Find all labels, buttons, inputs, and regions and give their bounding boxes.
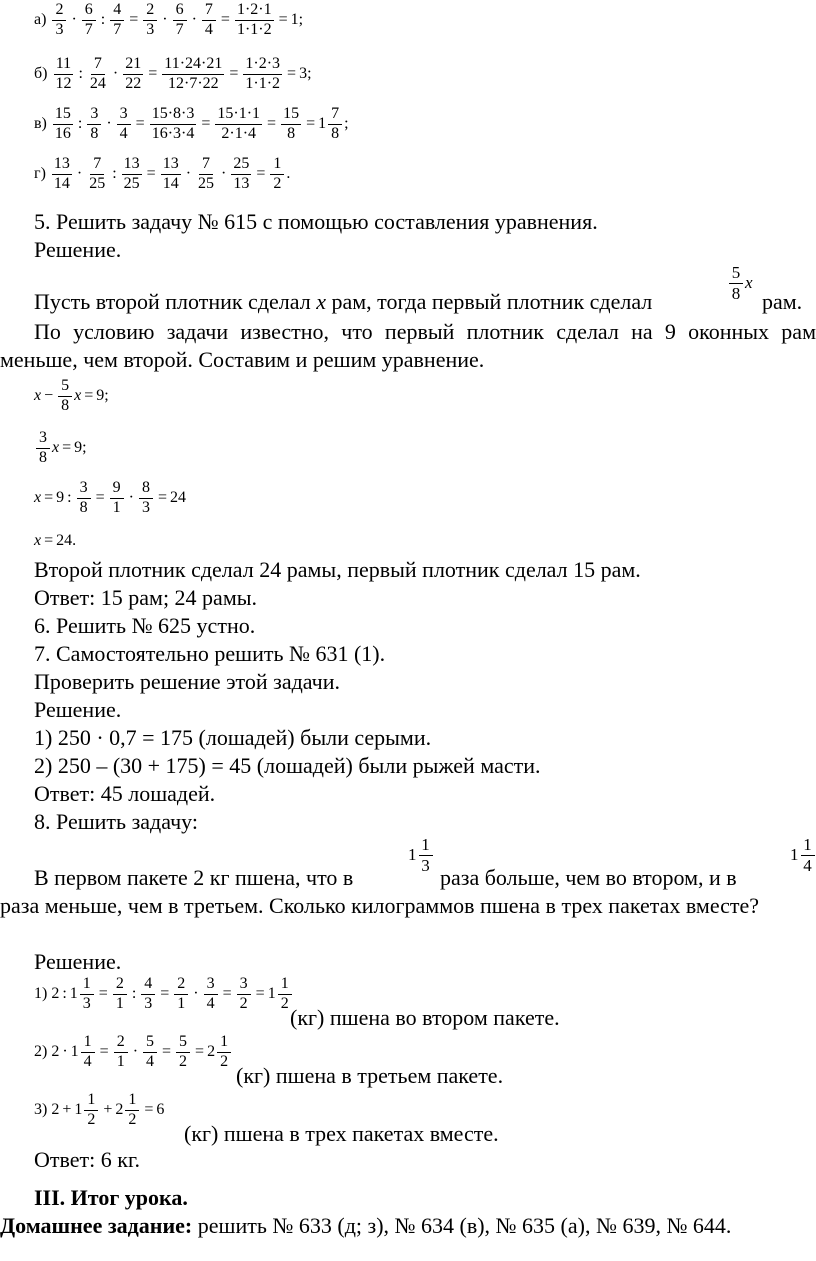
operator: = — [287, 64, 297, 82]
fraction: $\frac{3}{4}$ — [117, 106, 131, 143]
term: 1 — [318, 114, 327, 132]
task5-title: 5. Решить задачу № 615 с помощью составления уравнения. — [34, 209, 598, 234]
term: 2 — [115, 1100, 124, 1118]
operator: = — [229, 64, 239, 82]
task8-solution-label: Решение. — [34, 949, 122, 974]
fraction: $\frac{2}{1}$ — [174, 976, 188, 1013]
fraction: $\frac{1}{2}$ — [217, 1034, 231, 1071]
operator: · — [71, 10, 77, 28]
operator: = — [278, 10, 288, 28]
task6-title: 6. Решить № 625 устно. — [34, 613, 256, 638]
term: ; — [344, 114, 349, 132]
operator: + — [62, 1100, 72, 1118]
fraction: $\frac{7}{24}$ — [89, 55, 106, 92]
task8-step3-text: (кг) пшена в трех пакетах вместе. — [184, 1121, 499, 1146]
term: 1 — [70, 1042, 79, 1060]
fraction: $\frac{9}{1}$ — [110, 480, 124, 517]
item-label: г) — [34, 165, 46, 183]
operator: : — [78, 64, 83, 82]
item-label: б) — [34, 65, 48, 83]
operator: = — [62, 438, 72, 456]
expression — [50, 156, 291, 193]
task5-solution-label: Решение. — [34, 237, 122, 262]
operator: · — [132, 1042, 139, 1060]
operator: : — [62, 984, 67, 1002]
fraction: $\frac{1\cdot 2\cdot 3}{1\cdot 1\cdot 2}$ — [245, 55, 281, 92]
term: 1 — [69, 984, 78, 1002]
fraction: $\frac{1}{2}$ — [84, 1092, 98, 1129]
term: 2 — [207, 1042, 216, 1060]
fraction: $\frac{25}{13}$ — [233, 155, 250, 192]
operator: = — [160, 984, 170, 1002]
fraction: $\frac{1}{4}$ — [81, 1034, 95, 1071]
homework-text: решить № 633 (д; з), № 634 (в), № 635 (а), № 639, № 644. — [192, 1213, 732, 1238]
fraction: $\frac{3}{4}$ — [204, 976, 218, 1013]
term: 9; — [74, 438, 87, 456]
fraction: $\frac{13}{14}$ — [53, 155, 70, 192]
lesson-summary-heading: III. Итог урока. — [34, 1185, 188, 1210]
fraction: $\frac{6}{7}$ — [82, 2, 96, 39]
variable: x — [34, 488, 42, 506]
variable: x — [74, 386, 82, 404]
operator: = — [222, 984, 232, 1002]
fraction: $\frac{15}{16}$ — [54, 105, 71, 142]
mixed-number-1-1-3: 1 $\frac{1}{3}$ — [408, 836, 435, 875]
operator: : — [112, 164, 117, 182]
fraction: $\frac{5}{4}$ — [143, 1034, 157, 1071]
term: 1; — [290, 10, 304, 28]
variable: x — [34, 532, 42, 549]
task8-step1: 1) 2 : 1 $\frac{1}{3}$ = $\frac{2}{1}$ : $\frac{4}{3}$ = $\frac{2}{1}$ · $\frac{3}{4}$ = $\frac{3}{2}$ = 1 $\frac{1}{2}$ — [34, 976, 294, 1013]
operator: · — [162, 10, 168, 28]
operator: = — [99, 1042, 109, 1060]
fraction: $\frac{3}{2}$ — [237, 976, 251, 1013]
operator: = — [129, 10, 139, 28]
fraction: $\frac{3}{8}$ — [36, 430, 50, 467]
homework-line — [0, 1212, 731, 1240]
task8-step2-text: (кг) пшена в третьем пакете. — [236, 1063, 504, 1088]
operator: = — [256, 164, 266, 182]
fraction: $\frac{1}{2}$ — [270, 156, 284, 193]
expression — [50, 2, 303, 39]
task8-paragraph-start: В первом пакете 2 кг пшена, что в — [34, 865, 354, 890]
fraction: $\frac{11}{12}$ — [55, 55, 72, 92]
task8-step2: 2) 2 · 1 $\frac{1}{4}$ = $\frac{2}{1}$ · $\frac{5}{4}$ = $\frac{5}{2}$ = 2 $\frac{1}{2}$ — [34, 1034, 233, 1071]
expression — [51, 106, 349, 143]
operator: · — [76, 164, 83, 182]
task8-step1-text: (кг) пшена во втором пакете. — [290, 1005, 560, 1030]
fraction: $\frac{4}{7}$ — [110, 2, 124, 39]
fraction: $\frac{15\cdot 8\cdot 3}{16\cdot 3\cdot 4}$ — [151, 105, 195, 142]
fraction: $\frac{15}{8}$ — [283, 105, 300, 142]
operator: = — [44, 532, 54, 549]
operator: : — [77, 114, 83, 132]
operator: · — [191, 10, 197, 28]
operator: = — [195, 1042, 205, 1060]
operator: = — [135, 114, 145, 132]
task8-paragraph-mid: раза больше, чем во втором, и в — [440, 865, 737, 890]
item-label: а) — [34, 11, 47, 29]
operator: = — [201, 114, 211, 132]
fraction: $\frac{7}{25}$ — [198, 155, 215, 192]
expression — [51, 56, 311, 93]
task8-title: 8. Решить задачу: — [34, 809, 198, 834]
fraction: $\frac{1}{2}$ — [278, 976, 292, 1013]
term: 1 — [74, 1100, 83, 1118]
operator: · — [193, 984, 199, 1002]
task7-check: Проверить решение этой задачи. — [34, 669, 341, 694]
equation-2 — [34, 430, 87, 467]
item-label: в) — [34, 115, 47, 133]
task7-solution-label: Решение. — [34, 697, 122, 722]
variable: x — [52, 438, 60, 456]
variable: x — [34, 386, 42, 404]
term: 6 — [156, 1100, 165, 1118]
operator: = — [98, 984, 108, 1002]
task5-paragraph1-end: рам. — [762, 289, 803, 314]
task7-step2: 2) 250 – (30 + 175) = 45 (лошадей) были рыжей масти. — [34, 753, 541, 778]
term: 24 — [169, 488, 186, 506]
fraction: $\frac{11\cdot 24\cdot 21}{12\cdot 7\cdot 22}$ — [164, 55, 223, 92]
operator: = — [220, 10, 230, 28]
operator: · — [62, 1042, 68, 1060]
operator: = — [267, 114, 277, 132]
operator: · — [128, 488, 134, 506]
term: 9; — [96, 386, 109, 404]
equation-1 — [34, 378, 109, 415]
term: 2 — [51, 1100, 60, 1118]
task7-title: 7. Самостоятельно решить № 631 (1). — [34, 641, 386, 666]
term: . — [286, 164, 291, 182]
fraction: $\frac{4}{3}$ — [141, 976, 155, 1013]
task5-paragraph1: Пусть второй плотник сделал x рам, тогда первый плотник сделал — [34, 289, 653, 314]
fraction: $\frac{15\cdot 1\cdot 1}{2\cdot 1\cdot 4}$ — [217, 105, 261, 142]
operator: : — [131, 984, 137, 1002]
fraction: $\frac{3}{8}$ — [77, 480, 91, 517]
operator: = — [146, 164, 156, 182]
fraction: $\frac{1}{2}$ — [125, 1092, 139, 1129]
task5-result: Второй плотник сделал 24 рамы, первый плотник сделал 15 рам. — [34, 557, 641, 582]
operator: = — [306, 114, 316, 132]
operator: · — [221, 164, 227, 182]
operator: = — [144, 1100, 154, 1118]
task7-answer: Ответ: 45 лошадей. — [34, 781, 216, 806]
fraction: $\frac{2}{1}$ — [113, 976, 127, 1013]
task5-answer: Ответ: 15 рам; 24 рамы. — [34, 585, 258, 610]
task8-answer: Ответ: 6 кг. — [34, 1147, 140, 1172]
operator: = — [162, 1042, 172, 1060]
term: 9 — [56, 488, 65, 506]
operator: = — [157, 488, 167, 506]
fraction: $\frac{13}{25}$ — [123, 155, 140, 192]
fraction-5-8x: $\frac{5}{8}$ x — [727, 264, 753, 303]
fraction: $\frac{7}{25}$ — [89, 155, 106, 192]
term: 1 — [267, 984, 276, 1002]
fraction: $\frac{5}{2}$ — [176, 1034, 190, 1071]
fraction: $\frac{8}{3}$ — [139, 480, 153, 517]
operator: : — [100, 10, 106, 28]
homework-label: Домашнее задание: — [0, 1213, 193, 1238]
operator: = — [255, 984, 265, 1002]
task5-paragraph2: По условию задачи известно, что первый плотник сделал на 9 оконных рам меньше, чем второй. Составим и решим уравнение. — [0, 319, 816, 372]
fraction: $\frac{7}{8}$ — [328, 106, 342, 143]
fraction: $\frac{5}{8}$ — [58, 378, 72, 415]
operator: = — [84, 386, 94, 404]
fraction: $\frac{13}{14}$ — [162, 155, 179, 192]
equation-4 — [34, 532, 76, 550]
operator: = — [44, 488, 54, 506]
fraction: $\frac{3}{8}$ — [87, 106, 101, 143]
operator: · — [106, 114, 112, 132]
operator: + — [103, 1100, 113, 1118]
math-line-a — [34, 2, 303, 39]
operator: = — [148, 64, 158, 82]
term: 3; — [299, 64, 312, 82]
math-line-g — [34, 156, 290, 193]
mixed-number-1-1-4: 1 $\frac{1}{4}$ — [790, 836, 816, 875]
operator: · — [185, 164, 192, 182]
task7-step1: 1) 250 · 0,7 = 175 (лошадей) были серыми. — [34, 725, 432, 750]
fraction: $\frac{6}{7}$ — [173, 2, 187, 39]
fraction: $\frac{21}{22}$ — [125, 55, 142, 92]
operator: − — [44, 386, 54, 404]
term: 2 — [51, 1042, 60, 1060]
task8-paragraph-rest: раза меньше, чем в третьем. Сколько килограммов пшена в трех пакетах вместе? — [0, 893, 760, 918]
term: 24. — [56, 532, 77, 549]
fraction: $\frac{2}{1}$ — [114, 1034, 128, 1071]
operator: = — [95, 488, 105, 506]
operator: · — [112, 64, 119, 82]
operator: : — [67, 488, 72, 506]
fraction: $\frac{2}{3}$ — [143, 2, 157, 39]
term: 2 — [51, 984, 60, 1002]
math-line-b — [34, 56, 312, 93]
fraction: $\frac{1\cdot 2\cdot 1}{1\cdot 1\cdot 2}$ — [236, 1, 272, 38]
fraction: $\frac{7}{4}$ — [202, 2, 216, 39]
equation-3 — [34, 480, 186, 517]
fraction: $\frac{1}{3}$ — [80, 976, 94, 1013]
math-line-v — [34, 106, 349, 143]
fraction: $\frac{2}{3}$ — [52, 2, 66, 39]
task8-step3: 3) 2 + 1 $\frac{1}{2}$ + 2 $\frac{1}{2}$ = 6 — [34, 1091, 165, 1128]
